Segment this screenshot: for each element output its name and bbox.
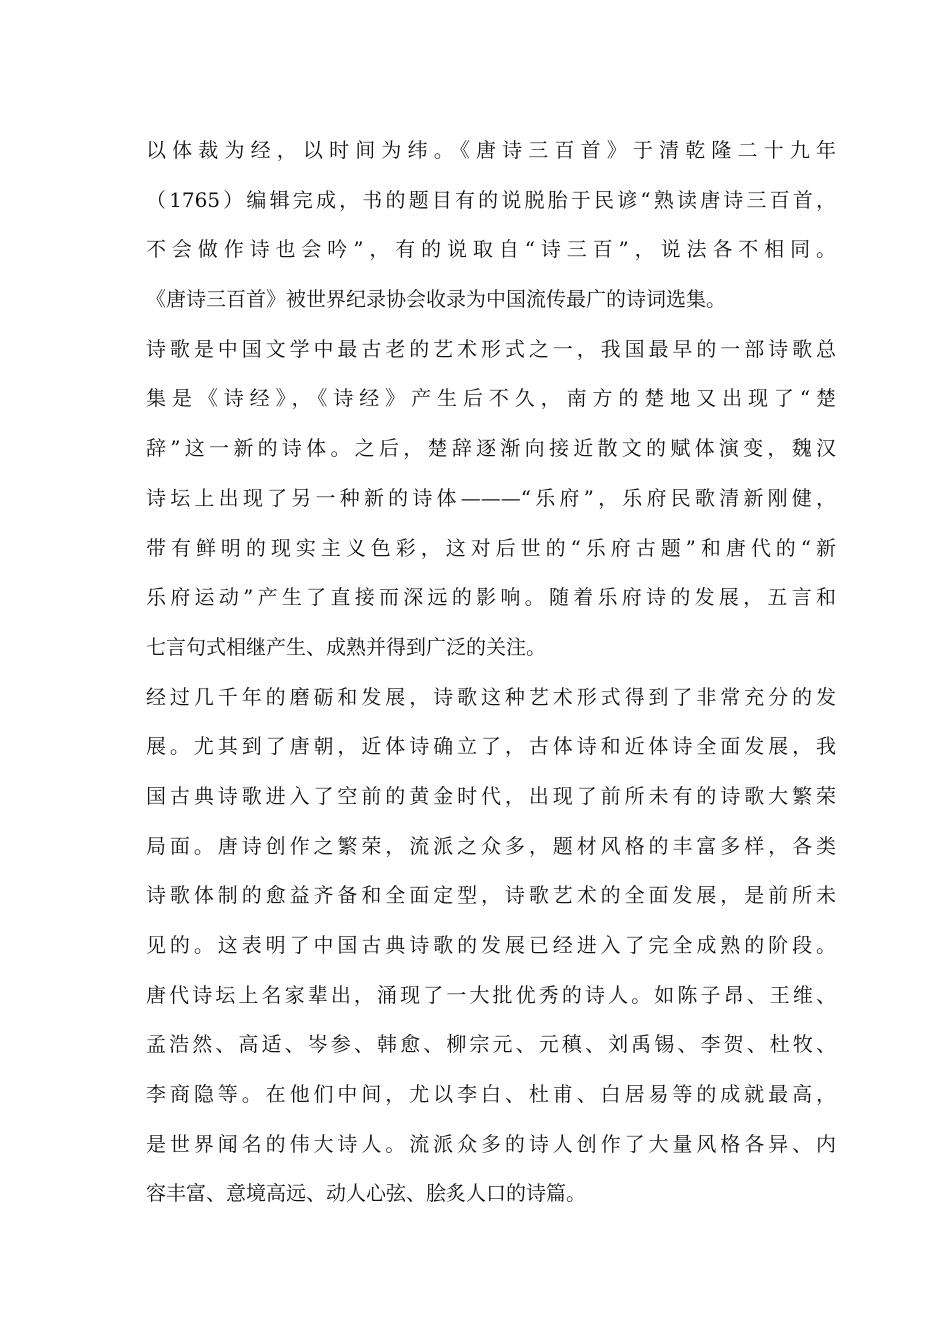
text-line: 集是《诗经》，《诗经》产生后不久，南方的楚地又出现了“楚 [146, 386, 836, 411]
text-line: 孟浩然、高适、岑参、韩愈、柳宗元、元稹、刘禹锡、李贺、杜牧、 [146, 1032, 836, 1057]
text-line: 七言句式相继产生、成熟并得到广泛的关注。 [146, 634, 546, 659]
text-line: 是世界闻名的伟大诗人。流派众多的诗人创作了大量风格各异、内 [146, 1131, 836, 1156]
text-line: 唐代诗坛上名家辈出，涌现了一大批优秀的诗人。如陈子昂、王维、 [146, 982, 836, 1007]
text-line: 见的。这表明了中国古典诗歌的发展已经进入了完全成熟的阶段。 [146, 933, 836, 957]
text-line: 容丰富、意境高远、动人心弦、脍炙人口的诗篇。 [146, 1181, 586, 1206]
body-text [146, 126, 836, 1219]
text-line: 局面。唐诗创作之繁荣，流派之众多，题材风格的丰富多样，各类 [146, 833, 836, 858]
text-line: 《唐诗三百首》被世界纪录协会收录为中国流传最广的诗词选集。 [146, 287, 726, 312]
text-line: 诗坛上出现了另一种新的诗体———“乐府”，乐府民歌清新刚健， [146, 485, 836, 510]
text-line: 辞”这一新的诗体。之后，楚辞逐渐向接近散文的赋体演变，魏汉 [146, 436, 836, 461]
text-line: 经过几千年的磨砺和发展，诗歌这种艺术形式得到了非常充分的发 [146, 684, 836, 709]
text-line: 带有鲜明的现实主义色彩，这对后世的“乐府古题”和唐代的“新 [146, 535, 836, 560]
text-line: 乐府运动”产生了直接而深远的影响。随着乐府诗的发展，五言和 [146, 585, 836, 610]
text-line: 以体裁为经，以时间为纬。《唐诗三百首》于清乾隆二十九年 [146, 138, 836, 162]
text-line: 诗歌体制的愈益齐备和全面定型，诗歌艺术的全面发展，是前所未 [146, 883, 836, 908]
text-line: 国古典诗歌进入了空前的黄金时代，出现了前所未有的诗歌大繁荣 [146, 783, 836, 808]
text-line: 李商隐等。在他们中间，尤以李白、杜甫、白居易等的成就最高， [146, 1082, 836, 1107]
text-line: 诗歌是中国文学中最古老的艺术形式之一，我国最早的一部诗歌总 [146, 336, 836, 361]
text-line: 不会做作诗也会吟”，有的说取自“诗三百”，说法各不相同。 [146, 237, 836, 262]
text-line: 展。尤其到了唐朝，近体诗确立了，古体诗和近体诗全面发展，我 [146, 734, 836, 759]
text-line: （1765）编辑完成，书的题目有的说脱胎于民谚“熟读唐诗三百首， [146, 187, 836, 212]
